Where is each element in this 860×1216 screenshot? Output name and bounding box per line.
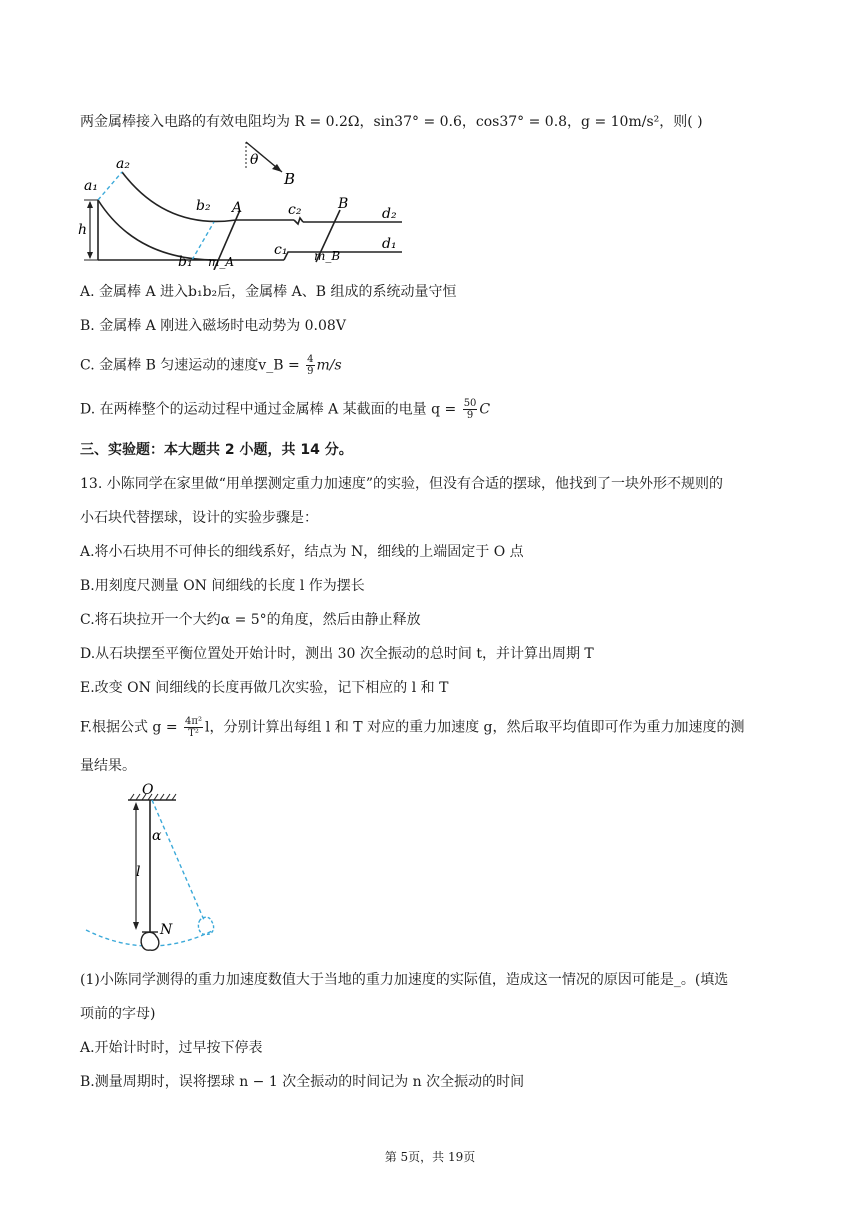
fraction-num: 4π² — [185, 716, 202, 727]
label-alpha: α — [152, 828, 162, 844]
fraction-num: 4 — [307, 354, 314, 365]
q13-step-e: E.改变 ON 间细线的长度再做几次实验，记下相应的 l 和 T — [80, 680, 449, 696]
q13-line2: 小石块代替摆球，设计的实验步骤是： — [80, 510, 318, 526]
intro-line — [80, 112, 703, 132]
fraction-num: 50 — [463, 398, 477, 409]
fraction-den: 9 — [466, 410, 474, 421]
label-theta: θ — [250, 152, 259, 168]
option-12-d-unit: C — [479, 401, 491, 418]
fraction-4pi2-T2 — [184, 716, 203, 739]
label-d2: d₂ — [382, 206, 397, 222]
displaced-string — [152, 800, 204, 920]
label-mA: m_A — [208, 255, 235, 269]
q13-step-a: A.将小石块用不可伸长的细线系好，结点为 N，细线的上端固定于 O 点 — [80, 544, 524, 560]
option-12-c-unit: m/s — [316, 357, 342, 374]
q13-step-f — [80, 716, 745, 739]
intro-text-b: sin37° = 0.6，cos37° = 0.8，g = 10m/s²，则( ) — [373, 114, 703, 130]
label-a1: a₁ — [84, 178, 98, 194]
label-l: l — [136, 864, 141, 880]
q13-step-d: D.从石块摆至平衡位置处开始计时，测出 30 次全振动的总时间 t，并计算出周期 T — [80, 646, 594, 662]
label-d1: d₁ — [382, 236, 397, 252]
fraction-50-9 — [463, 398, 478, 421]
fraction-den: T² — [188, 728, 199, 739]
label-c1: c₁ — [274, 242, 288, 258]
label-B-field: B — [284, 170, 296, 188]
option-12-b: B. 金属棒 A 刚进入磁场时电动势为 0.08V — [80, 318, 346, 334]
page-footer: 第 5页，共 19页 — [384, 1150, 476, 1164]
q13-step-f-line2: 量结果。 — [80, 758, 136, 774]
label-mB: m_B — [314, 249, 341, 263]
step-f-suffix: l，分别计算出每组 l 和 T 对应的重力加速度 g，然后取平均值即可作为重力加速度的测 — [204, 719, 745, 736]
sub1-line1: (1)小陈同学测得的重力加速度数值大于当地的重力加速度的实际值，造成这一情况的原因可能是_。(填选 — [80, 972, 729, 988]
option-12-d — [80, 398, 490, 421]
q13-step-c: C.将石块拉开一个大约α = 5°的角度，然后由静止释放 — [80, 612, 421, 628]
option-12-c-text: C. 金属棒 B 匀速运动的速度v_B = — [80, 357, 305, 374]
sub1-option-b: B.测量周期时，误将摆球 n − 1 次全振动的时间记为 n 次全振动的时间 — [80, 1074, 525, 1090]
section-heading: 三、实验题：本大题共 2 小题，共 14 分。 — [80, 442, 353, 458]
stone — [141, 932, 159, 950]
fraction-den: 9 — [307, 366, 314, 377]
label-a2: a₂ — [116, 156, 130, 172]
option-12-d-text: D. 在两棒整个的运动过程中通过金属棒 A 某截面的电量 q = — [80, 401, 461, 418]
label-b2: b₂ — [196, 198, 211, 214]
label-O: O — [142, 782, 154, 798]
rail-diagram — [76, 138, 416, 270]
label-B-bar: B — [338, 196, 349, 212]
fraction-4-9 — [306, 354, 314, 377]
label-b1: b₁ — [178, 254, 193, 270]
option-12-a: A. 金属棒 A 进入b₁b₂后，金属棒 A、B 组成的系统动量守恒 — [80, 284, 457, 300]
intro-text-a: 两金属棒接入电路的有效电阻均为 R = 0.2Ω， — [80, 114, 374, 130]
step-f-prefix: F.根据公式 g = — [80, 719, 183, 736]
label-A: A — [232, 200, 243, 216]
label-c2: c₂ — [288, 202, 302, 218]
pendulum-diagram — [80, 780, 240, 960]
upper-curve-rail — [122, 172, 236, 221]
option-12-c — [80, 354, 342, 377]
q13-line1: 13. 小陈同学在家里做“用单摆测定重力加速度”的实验，但没有合适的摆球，他找到了一块外形不规则的 — [80, 476, 724, 492]
label-h: h — [78, 222, 88, 238]
a1-a2-dashed — [98, 172, 122, 200]
label-N: N — [160, 922, 173, 938]
sub1-line2: 项前的字母) — [80, 1006, 156, 1022]
q13-step-b: B.用刻度尺测量 ON 间细线的长度 l 作为摆长 — [80, 578, 365, 594]
sub1-option-a: A.开始计时时，过早按下停表 — [80, 1040, 263, 1056]
